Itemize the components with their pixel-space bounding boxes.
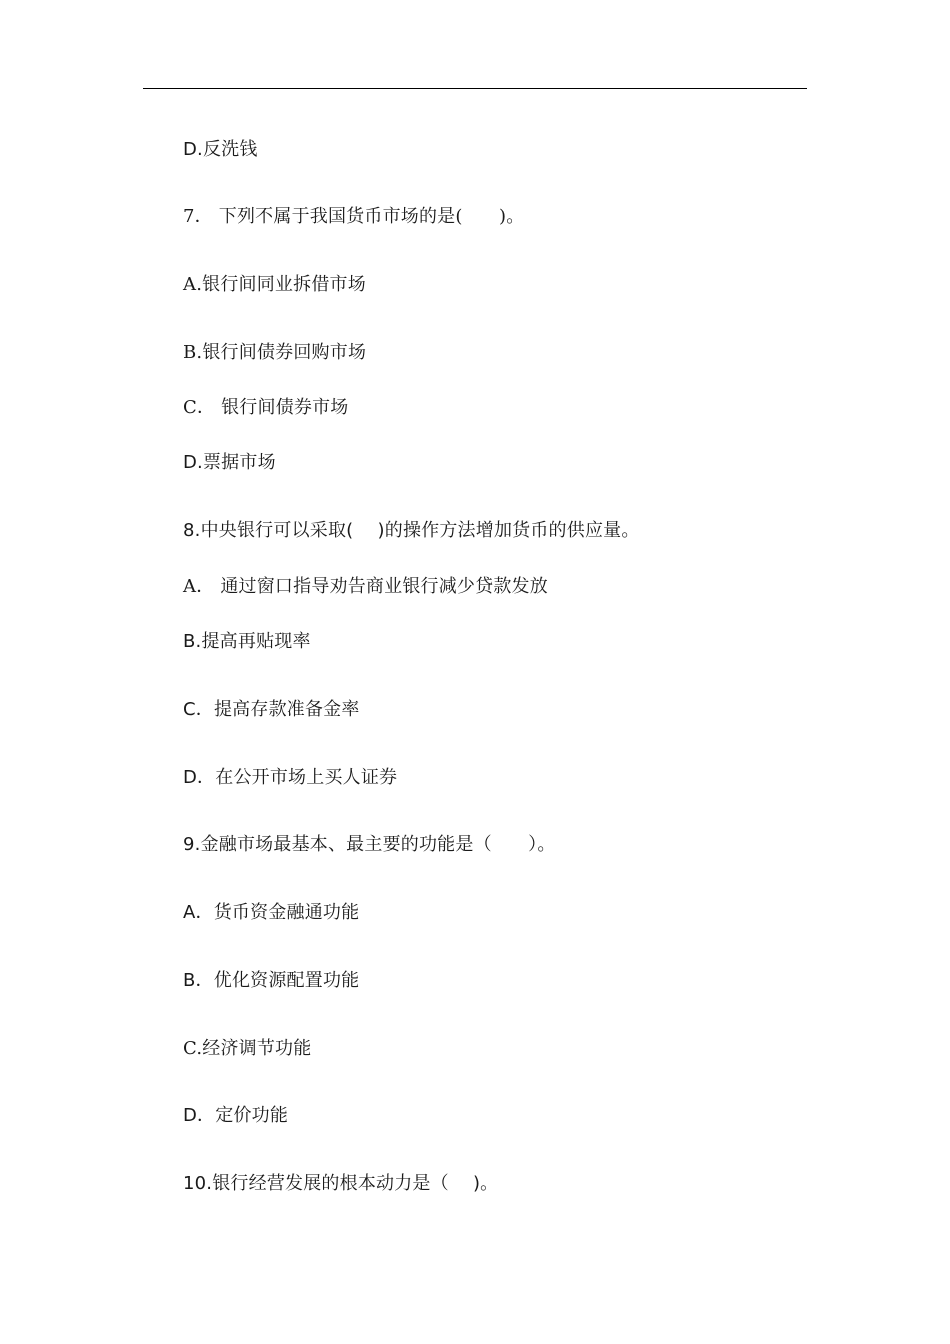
option-9c: C.经济调节功能 (183, 1038, 312, 1059)
option-8c: C．提高存款准备金率 (183, 699, 360, 720)
option-7d: D.票据市场 (183, 452, 276, 473)
question-8: 8.中央银行可以采取( )的操作方法增加货币的供应量。 (183, 520, 640, 541)
question-10: 10.银行经营发展的根本动力是（ )。 (183, 1173, 499, 1194)
option-7a: A.银行间同业拆借市场 (183, 274, 366, 295)
header-rule (143, 88, 807, 89)
option-7c: C． 银行间债券市场 (183, 397, 349, 418)
option-8d: D．在公开市场上买人证券 (183, 767, 398, 788)
option-9b: B．优化资源配置功能 (183, 970, 360, 991)
question-7: 7． 下列不属于我国货币市场的是( )。 (183, 206, 525, 227)
option-8a: A． 通过窗口指导劝告商业银行减少贷款发放 (183, 576, 548, 597)
option-7b: B.银行间债券回购市场 (183, 342, 367, 363)
option-9d: D．定价功能 (183, 1105, 289, 1126)
option-6d: D.反洗钱 (183, 139, 258, 160)
question-9: 9.金融市场最基本、最主要的功能是（ ）。 (183, 834, 556, 855)
option-9a: A．货币资金融通功能 (183, 902, 360, 923)
option-8b: B.提高再贴现率 (183, 631, 311, 652)
